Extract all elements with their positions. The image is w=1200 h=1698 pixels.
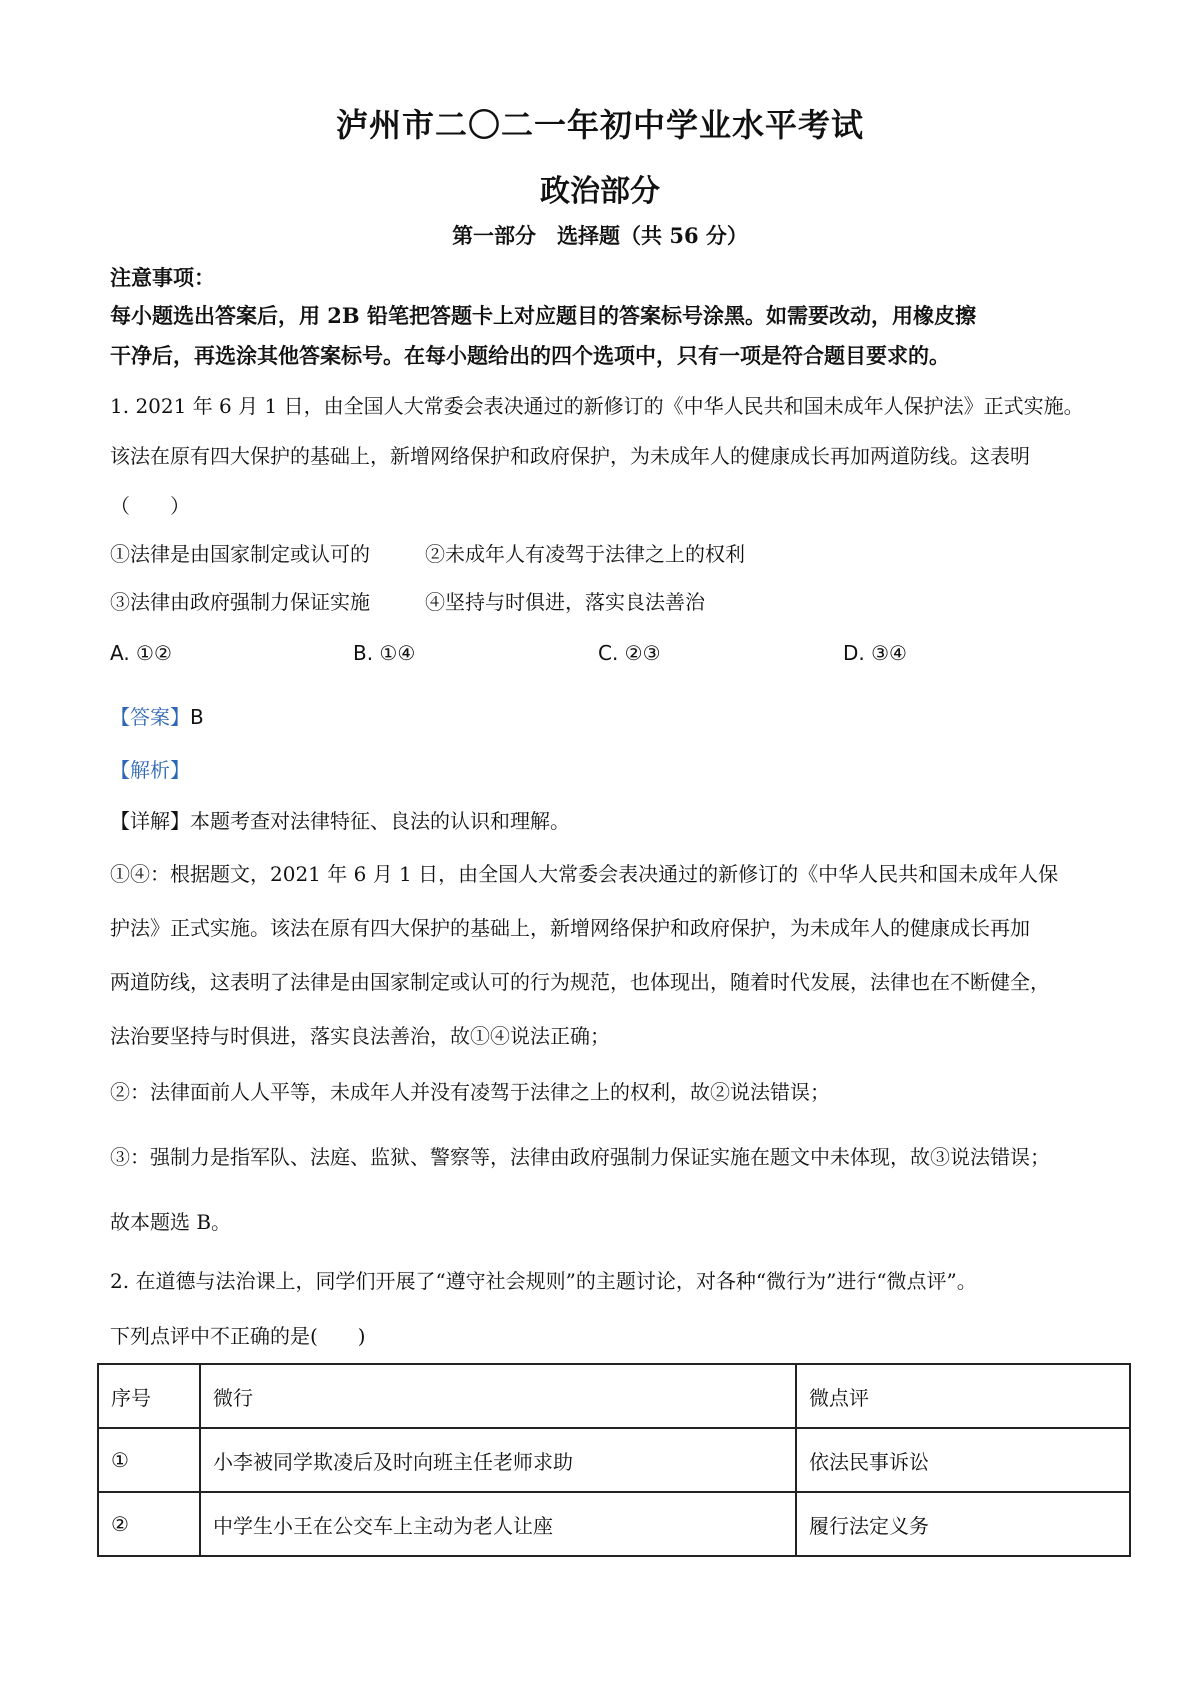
table-cell: 小李被同学欺凌后及时向班主任老师求助 [200,1428,796,1492]
table-row [98,1428,1130,1492]
explanation-line-2: 护法》正式实施。该法在原有四大保护的基础上，新增网络保护和政府保护，为未成年人的健康成长再加 [110,916,1030,940]
answer-value: B [190,705,204,729]
q1-statement-2: ②未成年人有凌驾于法律之上的权利 [425,542,745,566]
detail-line: 【详解】本题考查对法律特征、良法的认识和理解。 [110,809,570,833]
exam-subtitle: 政治部分 [540,174,660,209]
q2-stem-line-2: 下列点评中不正确的是( ) [110,1324,366,1348]
exam-title: 泸州市二〇二一年初中学业水平考试 [335,106,864,144]
notice-heading: 注意事项： [110,265,215,290]
q1-answer-line [110,701,204,730]
analysis-tag: 【解析】 [110,758,190,782]
q1-option-d: D. ③④ [843,641,907,665]
explanation-line-3: 两道防线，这表明了法律是由国家制定或认可的行为规范，也体现出，随着时代发展，法律也在不断健全， [110,970,1050,994]
table-cell: ① [98,1428,200,1492]
table-cell: 依法民事诉讼 [796,1428,1130,1492]
table-cell: 履行法定义务 [796,1492,1130,1556]
explanation-line-1: ①④：根据题文，2021 年 6 月 1 日，由全国人大常委会表决通过的新修订的《中华人民共和国未成年人保 [110,862,1059,886]
header-cell-index: 序号 [98,1364,200,1428]
notice-line-1: 每小题选出答案后，用 2B 铅笔把答题卡上对应题目的答案标号涂黑。如需要改动，用橡皮擦 [110,303,976,328]
q2-table [97,1363,1131,1557]
explanation-line-4: 法治要坚持与时俱进，落实良法善治，故①④说法正确； [110,1024,610,1048]
table-cell: 中学生小王在公交车上主动为老人让座 [200,1492,796,1556]
explanation-line-6: ③：强制力是指军队、法庭、监狱、警察等，法律由政府强制力保证实施在题文中未体现，故③说法错误； [110,1145,1050,1169]
table-cell: ② [98,1492,200,1556]
header-cell-behavior: 微行 [200,1364,796,1428]
q2-stem-line-1: 2. 在道德与法治课上，同学们开展了“遵守社会规则”的主题讨论，对各种“微行为”进行“微点评”。 [110,1269,977,1293]
header-cell-comment: 微点评 [796,1364,1130,1428]
q1-statement-1: ①法律是由国家制定或认可的 [110,542,370,566]
table-header-row [98,1364,1130,1428]
q1-option-b: B. ①④ [353,641,416,665]
q1-statement-3: ③法律由政府强制力保证实施 [110,590,370,614]
q1-option-a: A. ①② [110,641,172,665]
table-row [98,1492,1130,1556]
explanation-line-5: ②：法律面前人人平等，未成年人并没有凌驾于法律之上的权利，故②说法错误； [110,1080,830,1104]
section-heading: 第一部分 选择题（共 56 分） [452,223,748,248]
q1-option-c: C. ②③ [598,641,661,665]
explanation-line-7: 故本题选 B。 [110,1210,232,1234]
q1-statement-4: ④坚持与时俱进，落实良法善治 [425,590,705,614]
q1-stem-line-3: （ ） [110,494,190,518]
notice-line-2: 干净后，再选涂其他答案标号。在每小题给出的四个选项中，只有一项是符合题目要求的。 [110,343,950,368]
answer-tag: 【答案】 [110,705,190,729]
q1-stem-line-2: 该法在原有四大保护的基础上，新增网络保护和政府保护，为未成年人的健康成长再加两道防线。这表明 [110,444,1030,468]
q1-stem-line-1: 1. 2021 年 6 月 1 日，由全国人大常委会表决通过的新修订的《中华人民共和国未成年人保护法》正式实施。 [110,394,1084,418]
